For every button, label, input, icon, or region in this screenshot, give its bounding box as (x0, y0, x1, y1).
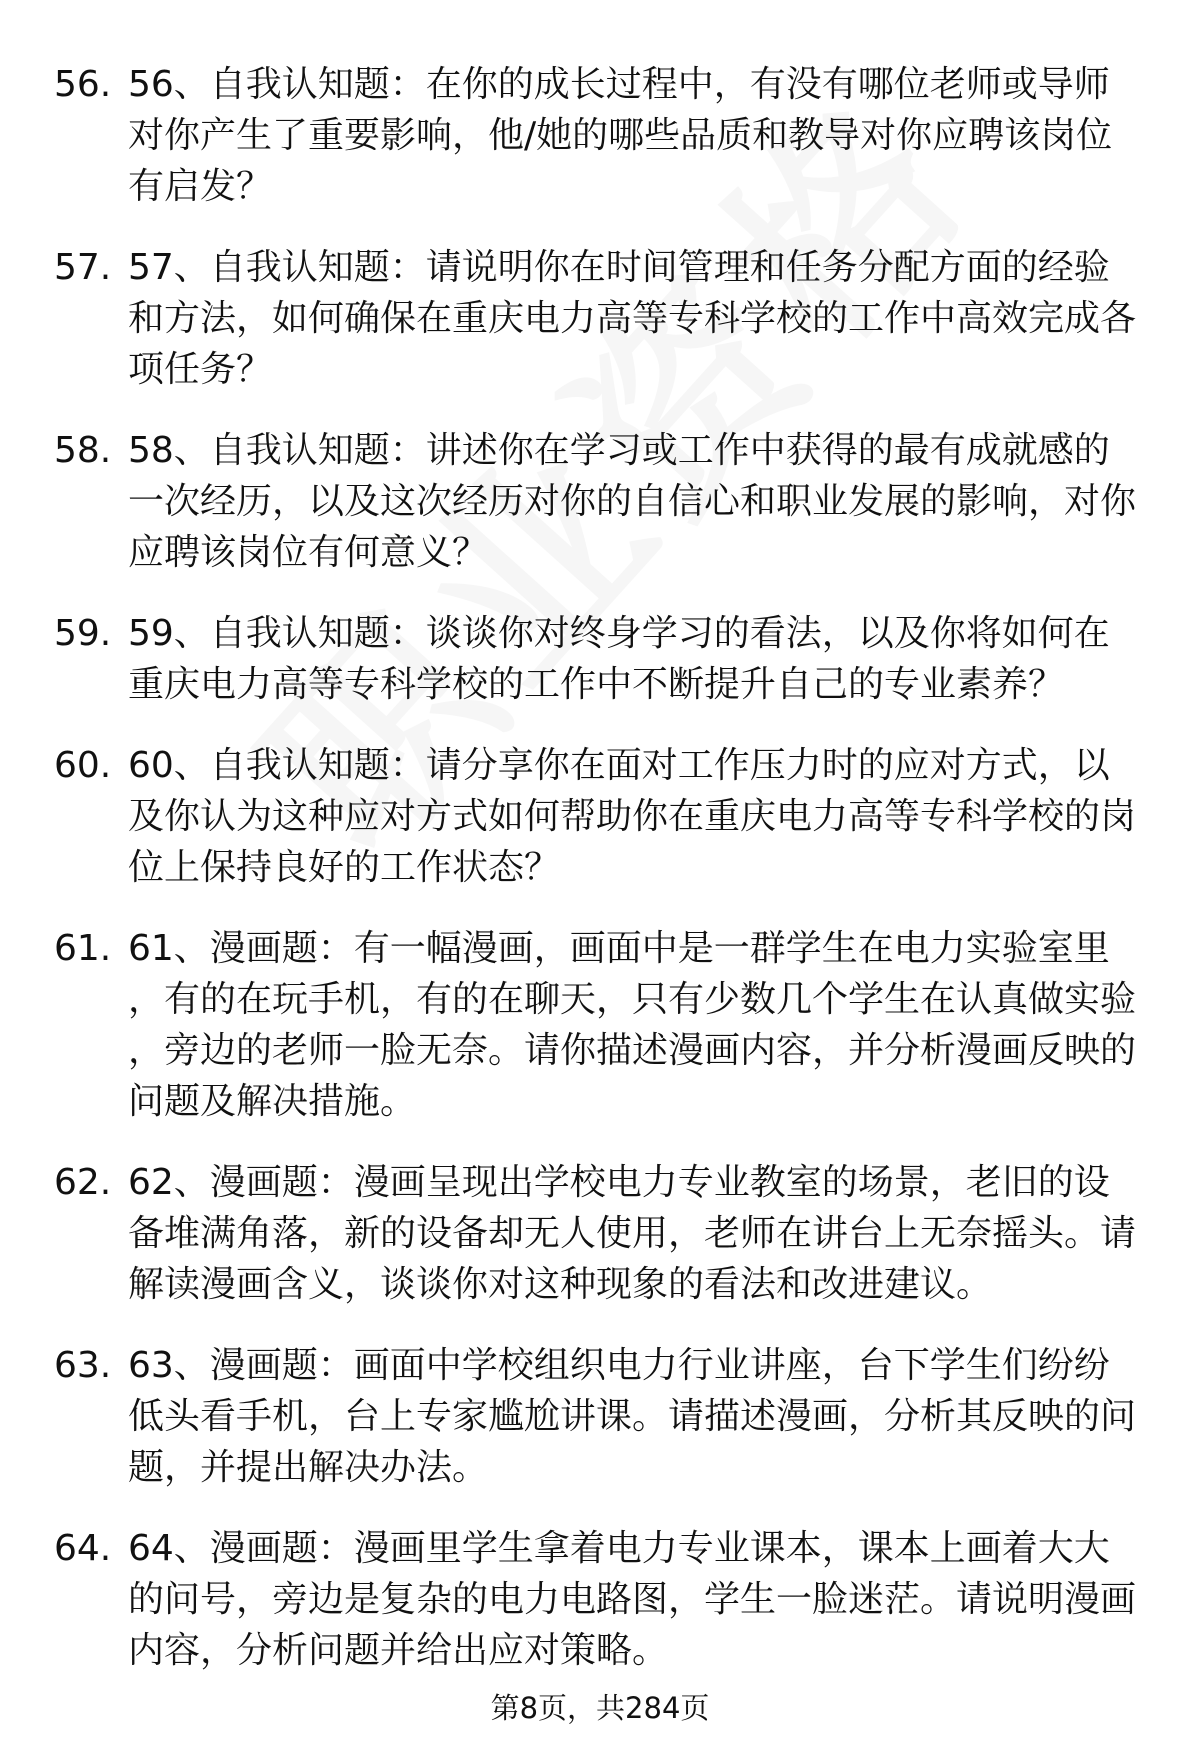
question-item-64 (0, 1523, 1200, 1676)
question-text: 64、漫画题：漫画里学生拿着电力专业课本，课本上画着大大的问号，旁边是复杂的电力电路图，学生一脸迷茫。请说明漫画内容，分析问题并给出应对策略。 (128, 1528, 1137, 1671)
question-number: 59. (54, 613, 112, 654)
question-number: 58. (54, 430, 112, 471)
question-item-62 (0, 1157, 1200, 1310)
question-number: 56. (54, 64, 112, 105)
question-number: 63. (54, 1345, 112, 1386)
question-item-58 (0, 425, 1200, 578)
question-text: 58、自我认知题：讲述你在学习或工作中获得的最有成就感的一次经历，以及这次经历对你的自信心和职业发展的影响，对你应聘该岗位有何意义？ (128, 430, 1137, 573)
question-text: 61、漫画题：有一幅漫画，画面中是一群学生在电力实验室里，有的在玩手机，有的在聊天，只有少数几个学生在认真做实验，旁边的老师一脸无奈。请你描述漫画内容，并分析漫画反映的问题及解决措施。 (128, 928, 1137, 1122)
question-number: 57. (54, 247, 112, 288)
question-number: 64. (54, 1528, 112, 1569)
question-number: 62. (54, 1162, 112, 1203)
question-text: 59、自我认知题：谈谈你对终身学习的看法，以及你将如何在重庆电力高等专科学校的工作中不断提升自己的专业素养？ (128, 613, 1110, 705)
question-number: 60. (54, 745, 112, 786)
question-text: 57、自我认知题：请说明你在时间管理和任务分配方面的经验和方法，如何确保在重庆电力高等专科学校的工作中高效完成各项任务？ (128, 247, 1137, 390)
question-list (0, 59, 1200, 1706)
question-text: 62、漫画题：漫画呈现出学校电力专业教室的场景，老旧的设备堆满角落，新的设备却无人使用，老师在讲台上无奈摇头。请解读漫画含义，谈谈你对这种现象的看法和改进建议。 (128, 1162, 1137, 1305)
question-text: 63、漫画题：画面中学校组织电力行业讲座，台下学生们纷纷低头看手机，台上专家尴尬讲课。请描述漫画，分析其反映的问题，并提出解决办法。 (128, 1345, 1137, 1488)
question-item-57 (0, 242, 1200, 395)
question-item-61 (0, 923, 1200, 1127)
question-number: 61. (54, 928, 112, 969)
question-text: 60、自我认知题：请分享你在面对工作压力时的应对方式，以及你认为这种应对方式如何帮助你在重庆电力高等专科学校的岗位上保持良好的工作状态？ (128, 745, 1137, 888)
question-item-60 (0, 740, 1200, 893)
question-item-59 (0, 608, 1200, 710)
question-item-63 (0, 1340, 1200, 1493)
question-text: 56、自我认知题：在你的成长过程中，有没有哪位老师或导师对你产生了重要影响，他/她的哪些品质和教导对你应聘该岗位有启发？ (128, 64, 1113, 207)
question-item-56 (0, 59, 1200, 212)
page-number-footer: 第8页，共284页 (490, 1691, 710, 1725)
